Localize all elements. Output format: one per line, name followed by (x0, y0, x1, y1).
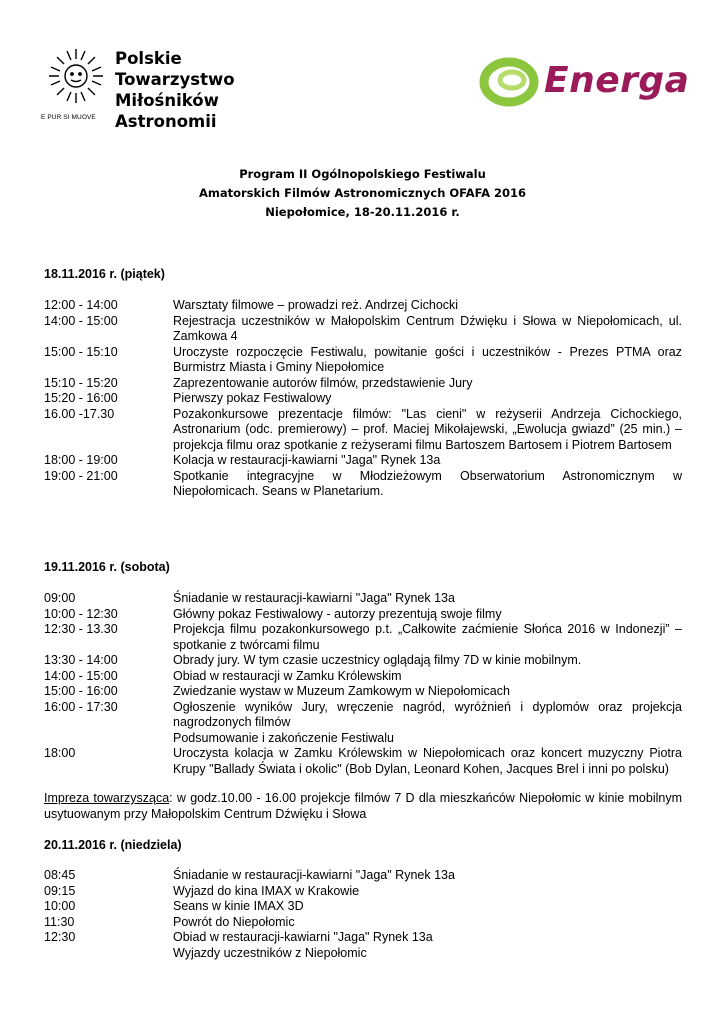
note-label: Impreza towarzysząca (44, 791, 170, 805)
schedule-time (44, 731, 173, 747)
schedule-desc: Śniadanie w restauracji-kawiarni "Jaga" Rynek 13a (173, 868, 455, 882)
schedule-desc: Rejestracja uczestników w Małopolskim Centrum Dźwięku i Słowa w Niepołomicach, ul. Zamkowa 4 (173, 313, 682, 343)
schedule-time: 15:00 - 16:00 (44, 684, 118, 698)
schedule-row (44, 298, 682, 314)
schedule-row (44, 653, 682, 669)
energa-logo (478, 52, 690, 112)
schedule-row (44, 700, 682, 731)
schedule-time: 15:10 - 15:20 (44, 375, 118, 390)
schedule-desc: Uroczyste rozpoczęcie Festiwalu, powitanie gości i uczestników - Prezes PTMA oraz Burmistrz Miasta i Gminy Niepołomice (173, 344, 682, 374)
schedule-time: 12:30 - 13.30 (44, 622, 118, 636)
schedule-row (44, 453, 682, 469)
schedule-desc: Seans w kinie IMAX 3D (173, 899, 304, 913)
schedule-desc: Spotkanie integracyjne w Młodzieżowym Obserwatorium Astronomicznym w Niepołomicach. Seans w Planetarium. (173, 468, 682, 498)
ptma-seal-icon (45, 45, 107, 107)
ptma-name-line: Towarzystwo (115, 70, 235, 89)
schedule-time: 15:20 - 16:00 (44, 391, 118, 405)
schedule-desc: Powrót do Niepołomic (173, 914, 295, 929)
accompanying-event-note (44, 791, 682, 822)
energa-swirl-icon (478, 52, 540, 110)
day-heading-sunday: 20.11.2016 r. (niedziela) (44, 838, 182, 852)
schedule-desc: Obiad w restauracji-kawiarni "Jaga" Rynek 13a (173, 930, 433, 944)
title-line: Amatorskich Filmów Astronomicznych OFAFA 2016 (198, 186, 527, 200)
title-line: Niepołomice, 18-20.11.2016 r. (265, 205, 460, 219)
schedule-desc: Pierwszy pokaz Festiwalowy (173, 391, 332, 405)
schedule-saturday (44, 591, 682, 777)
schedule-row (44, 469, 682, 500)
schedule-time: 19:00 - 21:00 (44, 468, 118, 483)
schedule-desc: Warsztaty filmowe – prowadzi reż. Andrzej Cichocki (173, 298, 459, 312)
schedule-row (44, 930, 682, 946)
schedule-time (44, 946, 173, 962)
schedule-desc: Wyjazdy uczestników z Niepołomic (173, 945, 367, 960)
schedule-time: 10:00 - 12:30 (44, 606, 118, 621)
schedule-time: 09:00 (44, 591, 76, 605)
day-heading-friday: 18.11.2016 r. (piątek) (44, 267, 165, 281)
schedule-time: 18:00 (44, 746, 76, 760)
schedule-time: 16.00 -17.30 (44, 406, 115, 421)
ptma-name (115, 48, 235, 132)
schedule-time: 11:30 (44, 914, 75, 929)
schedule-row (44, 884, 682, 900)
schedule-desc: Obiad w restauracji w Zamku Królewskim (173, 668, 402, 683)
schedule-desc: Wyjazd do kina IMAX w Krakowie (173, 883, 360, 898)
note-text: : w godz.10.00 - 16.00 projekcje filmów 7 D dla mieszkańców Niepołomic w kinie mobilnym usytuowanym przy Małopolskim Centrum Dźwięku i Słowa (44, 791, 682, 821)
schedule-desc: Ogłoszenie wyników Jury, wręczenie nagród, wyróżnień i dyplomów oraz projekcja nagrodzonych filmów (173, 699, 682, 729)
ptma-name-line: Miłośników (115, 91, 219, 110)
schedule-time: 15:00 - 15:10 (44, 344, 118, 359)
schedule-time: 08:45 (44, 868, 76, 882)
schedule-desc: Pozakonkursowe prezentacje filmów: "Las cieni" w reżyserii Andrzeja Cichockiego, Astronarium (odc. premierowy) – prof. Maciej Mikołajewski, „Ewolucja gwiazd” (25 min.) – projekcja filmu oraz spotkanie z reżyserami filmu Bartoszem Bartosem i Piotrem Bartosem (173, 406, 682, 452)
schedule-row (44, 946, 682, 962)
schedule-row (44, 376, 682, 392)
schedule-row (44, 345, 682, 376)
ptma-motto: E PUR SI MUOVE (41, 114, 96, 121)
schedule-time: 16:00 - 17:30 (44, 699, 118, 714)
schedule-friday (44, 298, 682, 500)
schedule-time: 14:00 - 15:00 (44, 313, 118, 328)
schedule-row (44, 314, 682, 345)
schedule-row (44, 391, 682, 407)
schedule-row (44, 746, 682, 777)
title-line: Program II Ogólnopolskiego Festiwalu (239, 167, 486, 181)
ptma-name-line: Astronomii (115, 112, 217, 131)
day-heading-saturday: 19.11.2016 r. (sobota) (44, 560, 170, 574)
schedule-desc: Główny pokaz Festiwalowy - autorzy prezentują swoje filmy (173, 606, 502, 621)
schedule-desc: Projekcja filmu pozakonkursowego p.t. „Całkowite zaćmienie Słońca 2016 w Indonezji” – spotkanie z twórcami filmu (173, 622, 682, 652)
schedule-time: 18:00 - 19:00 (44, 453, 118, 467)
schedule-row (44, 622, 682, 653)
schedule-desc: Kolacja w restauracji-kawiarni "Jaga" Rynek 13a (173, 453, 441, 467)
schedule-sunday (44, 868, 682, 961)
schedule-row (44, 731, 682, 747)
document-title (0, 165, 725, 222)
schedule-desc: Podsumowanie i zakończenie Festiwalu (173, 730, 394, 745)
schedule-time: 14:00 - 15:00 (44, 668, 118, 683)
schedule-row (44, 868, 682, 884)
schedule-row (44, 684, 682, 700)
schedule-desc: Obrady jury. W tym czasie uczestnicy oglądają filmy 7D w kinie mobilnym. (173, 653, 582, 667)
schedule-time: 13:30 - 14:00 (44, 653, 118, 667)
schedule-desc: Uroczysta kolacja w Zamku Królewskim w Niepołomicach oraz koncert muzyczny Piotra Krupy "Ballady Świata i okolic" (Bob Dylan, Leonard Kohen, Jacques Brel i inni po polsku) (173, 746, 682, 776)
schedule-time: 10:00 (44, 899, 76, 913)
ptma-logo (41, 40, 235, 131)
ptma-name-line: Polskie (115, 49, 182, 68)
schedule-time: 12:00 - 14:00 (44, 298, 118, 312)
schedule-time: 09:15 (44, 883, 76, 898)
schedule-row (44, 915, 682, 931)
energa-wordmark: Energa (544, 60, 690, 101)
schedule-time: 12:30 (44, 930, 76, 944)
schedule-row (44, 591, 682, 607)
schedule-row (44, 407, 682, 454)
schedule-row (44, 669, 682, 685)
schedule-desc: Śniadanie w restauracji-kawiarni "Jaga" Rynek 13a (173, 591, 455, 605)
schedule-row (44, 899, 682, 915)
schedule-desc: Zwiedzanie wystaw w Muzeum Zamkowym w Niepołomicach (173, 684, 510, 698)
schedule-row (44, 607, 682, 623)
schedule-desc: Zaprezentowanie autorów filmów, przedstawienie Jury (173, 375, 473, 390)
